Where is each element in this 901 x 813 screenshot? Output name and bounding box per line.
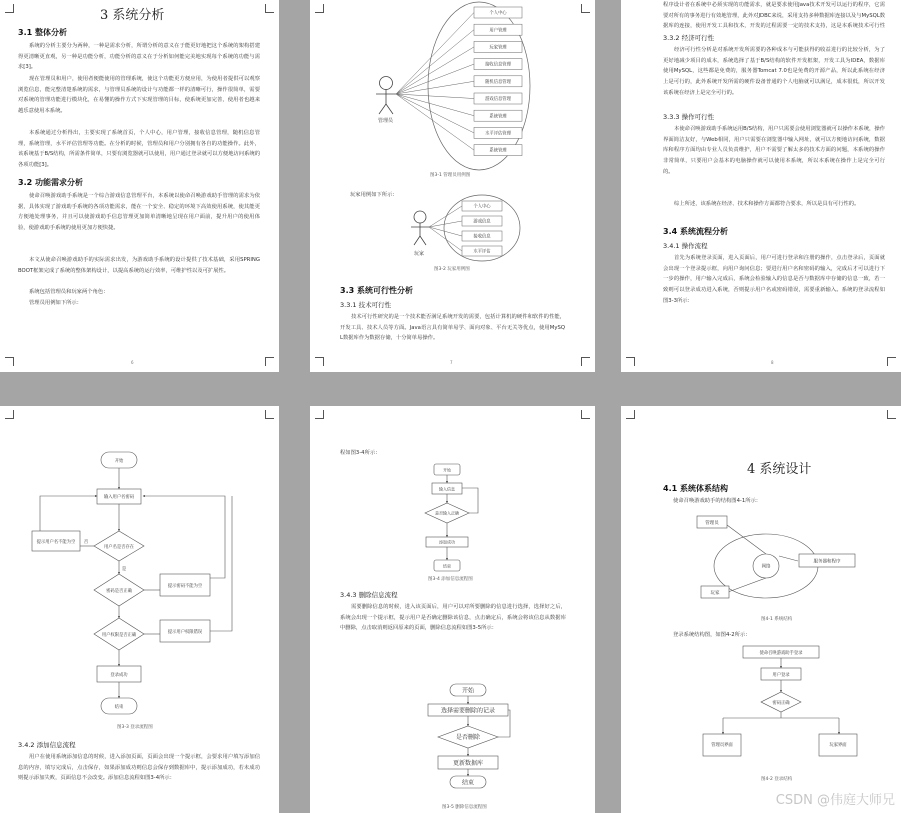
document-page-3 bbox=[621, 0, 901, 372]
use-case-link bbox=[396, 94, 474, 116]
document-page-2 bbox=[310, 0, 595, 372]
player-use-case-item-0: 个人中心 bbox=[473, 204, 491, 210]
body-paragraph: 本系统通过分析得出，主要实现了系统首页，个人中心，用户管理，接收信息管理，随机信息管理，系统管理，水平评估管理等功能。在分析的时候，管理员和用户分别拥有各自的功能操作。此外，该系统基于B/S结构，所需条件简单，只要有浏览器就可以使用，用户通过登录就可以方便地访问系统的各项功能[3]。 bbox=[18, 130, 260, 169]
arch-label-network: 网络 bbox=[761, 564, 771, 570]
login-label-system: 使命召唤游戏助手登录 bbox=[759, 651, 803, 656]
player-use-case-item-2: 接收信息 bbox=[473, 234, 491, 240]
actor-label-player: 玩家 bbox=[414, 251, 425, 257]
flow-label-ok: 登录成功 bbox=[110, 673, 128, 678]
page-number: 7 bbox=[450, 360, 453, 365]
document-page-5 bbox=[310, 406, 595, 813]
page-number: 8 bbox=[771, 360, 774, 365]
body-paragraph: 需要删除信息的时候，进入该页面后，用户可以对所要删除的信息进行选择，选择好之后，系统会出现一个提示框，提示用户是否确定删除该信息，点击确定后，系统会将该信息从数据库中删除，点击取消则返回原来的页面，删除信息流程如图3-5所示： bbox=[340, 604, 566, 632]
login-label-user: 用户登录 bbox=[772, 673, 790, 678]
body-paragraph: 首先为系统登录页面，进入页面后，用户可进行登录和注册的操作，点击登录后，页面就会出现一个登录提示框，向用户询问信息；要进行用户名和密码的输入，完成后才可以进行下一步的操作，用户输入完成后，系统会检验输入的信息是否与数据库中存储的信息一致，若一致则可以登录成功进入系统，否则提示用户名或密码错误，需要重新输入。系统的登录流程如图3-3所示： bbox=[663, 255, 885, 304]
use-case-link bbox=[396, 47, 474, 94]
admin-use-case-diagram bbox=[310, 0, 595, 175]
admin-use-case-item-4: 随机信息管理 bbox=[485, 79, 511, 85]
add-info-flowchart bbox=[310, 406, 595, 586]
flow-label-e2: 提示密码不能为空 bbox=[167, 584, 203, 589]
chapter-title: 4 系统设计 bbox=[747, 462, 812, 477]
figure-caption: 图4-2 登录结构 bbox=[761, 777, 793, 782]
body-paragraph: 本使命召唤游戏助手系统运用B/S结构，用户只需要会使用浏览器就可以操作本系统，操作界面简洁友好，与Web相同，用户只需要在浏览器中输入网址，就可以方便地访问系统，数据库和程序方面均由专业人员负责维护，用户不需要了解太多的技术方面的问题，本系统的操作非常简单，只要用户会基本的电脑操作就可以使用本系统，所以本系统在操作上是完全可行的。 bbox=[663, 126, 885, 175]
flow-label-end: 结束 bbox=[114, 705, 124, 710]
subsection-heading: 3.3.2 经济可行性 bbox=[663, 34, 715, 42]
section-heading: 3.2 功能需求分析 bbox=[18, 178, 83, 187]
admin-use-case-item-7: 水平评估管理 bbox=[485, 131, 511, 137]
subsection-heading: 3.4.2 添加信息流程 bbox=[18, 741, 76, 749]
login-flowchart bbox=[0, 406, 279, 726]
delete-info-flowchart bbox=[310, 676, 595, 806]
figure-caption: 图3-5 删除信息流程图 bbox=[442, 805, 487, 810]
body-paragraph: 使命召唤游戏助手系统是一个综合游戏信息管理平台，本系统以使命召唤游戏助手管理的需求为依据，具体实现了游戏助手系统的各项功能需求，能在一个安全、稳定的环境下高效使用系统，使其能更方便地处理事务，并且可以使游戏助手信息管理更加简单清晰地呈现在用户面前，提升用户的使用体验，使游戏助手系统的使用更加方便快捷。 bbox=[18, 193, 260, 232]
document-page-4 bbox=[0, 406, 279, 813]
body-paragraph: 登录系统结构图，如图4-2所示： bbox=[673, 632, 751, 638]
flow-label-start: 开始 bbox=[461, 687, 475, 695]
use-case-link bbox=[429, 227, 462, 251]
flow-label-e3: 提示用户权限错误 bbox=[167, 630, 203, 635]
player-use-case-diagram bbox=[310, 195, 595, 265]
subsection-heading: 3.4.3 删除信息流程 bbox=[340, 591, 398, 599]
admin-use-case-item-3: 接收信息管理 bbox=[485, 62, 511, 68]
admin-use-case-item-0: 个人中心 bbox=[489, 11, 507, 17]
flow-label-end: 结束 bbox=[461, 779, 475, 787]
flow-label-select: 选择需要删除的记录 bbox=[440, 707, 496, 715]
system-architecture-diagram bbox=[621, 406, 901, 616]
admin-use-case-item-2: 玩家管理 bbox=[489, 45, 507, 51]
body-paragraph: 玩家用例如下所示： bbox=[350, 192, 398, 198]
document-page-1 bbox=[0, 0, 279, 372]
figure-caption: 图3-4 添加信息流程图 bbox=[428, 577, 473, 582]
flow-label-input: 输入信息 bbox=[439, 486, 455, 492]
use-case-link bbox=[396, 94, 474, 133]
body-paragraph: 使命召唤游戏助手的结构图4-1所示： bbox=[673, 498, 762, 504]
crop-mark bbox=[315, 357, 324, 366]
login-structure-diagram bbox=[621, 636, 901, 786]
section-heading: 3.1 整体分析 bbox=[18, 28, 67, 37]
use-case-link bbox=[396, 64, 474, 94]
admin-use-case-item-8: 系统管理 bbox=[489, 148, 507, 154]
flow-label-end: 结束 bbox=[443, 563, 451, 569]
login-label-admin: 管理员界面 bbox=[711, 743, 733, 748]
figure-caption: 图4-1 系统结构 bbox=[761, 617, 793, 622]
flow-label-e1: 提示用户名不能为空 bbox=[36, 540, 76, 545]
flow-label-check: 是否输入正确 bbox=[435, 510, 459, 516]
body-paragraph: 程如图3-4所示： bbox=[340, 450, 381, 456]
flow-label-start: 开始 bbox=[443, 467, 451, 473]
body-paragraph: 系统的分析主要分为两种，一种是需求分析，所谓分析的意义在于能更好地把这个系统的架构搭建得更清晰更直观，另一种是功能分析，功能分析的意义在于分析如何能完美地实现每个系统的功能与需求[3]。 bbox=[18, 43, 260, 71]
use-case-link bbox=[396, 13, 474, 95]
flow-yes-label: 是 bbox=[121, 567, 127, 572]
watermark: CSDN @伟庭大师兄 bbox=[775, 793, 895, 808]
use-case-link bbox=[396, 81, 474, 94]
crop-mark bbox=[265, 357, 274, 366]
crop-mark bbox=[5, 357, 14, 366]
flow-label-d1: 用户名是否存在 bbox=[103, 545, 135, 550]
figure-caption: 图3-2 玩家用例图 bbox=[434, 267, 470, 272]
body-paragraph: 技术可行性研究的是一个技术能否满足系统开发的需要，包括计算机的硬件和软件的性能，开发工具、技术人员等方面。Java语言具有简单易学、面向对象、平台无关等优点，使用MySQL数据库作为数据存储，十分简单易操作。 bbox=[340, 314, 565, 342]
body-paragraph: 用户在使用系统添加信息的时候，进入添加页面，页面会出现一个提示框，会要求用户填写添加信息的内容，填写完成后，点击保存，如果添加成功则信息会保存到数据库中，提示添加成功，若未成功则提示添加失败，页面信息不会改变。添加信息流程如图3-4所示： bbox=[18, 754, 260, 782]
body-paragraph: 本文从使命召唤游戏助手的实际需求出发，为游戏助手系统的设计提供了技术基础，采用SPRING BOOT框架完成了系统的整体架构设计，以提高系统的运行效率，可维护性以及可扩展性。 bbox=[18, 257, 260, 274]
player-use-case-item-1: 游戏信息 bbox=[473, 219, 491, 225]
flow-label-d3: 用户权限是否正确 bbox=[101, 633, 137, 638]
page-number: 6 bbox=[131, 360, 134, 365]
flow-label-update: 更新数据库 bbox=[452, 760, 484, 767]
body-paragraph: 综上所述，该系统在经济、技术和操作方面都符合要求，所以是具有可行性的。 bbox=[674, 201, 860, 207]
subsection-heading: 3.3.3 操作可行性 bbox=[663, 113, 715, 121]
admin-use-case-item-5: 游戏信息管理 bbox=[485, 97, 511, 103]
player-use-case-item-3: 水平评估 bbox=[473, 249, 491, 255]
subsection-heading: 3.4.1 操作流程 bbox=[663, 242, 708, 250]
admin-use-case-item-6: 系统管理 bbox=[489, 114, 507, 120]
figure-caption: 图3-1 管理员用例图 bbox=[430, 173, 471, 178]
crop-mark bbox=[5, 4, 14, 13]
body-paragraph: 现在管理员和用户，使用者便能使用的管理系统，使这个功能更方便应用，为使用者提供可以观察浏览信息，能完整清楚系统的需求，与管理员系统的设计与功能都一样的清晰可行，操作很简单，需要对系统的管理功能进行模块化，在易懂的操作方式下实现管理的目标，使系统更加完善，使用者也越来越乐意使用本系统。 bbox=[18, 76, 260, 115]
crop-mark bbox=[887, 357, 896, 366]
crop-mark bbox=[626, 357, 635, 366]
subsection-heading: 3.3.1 技术可行性 bbox=[340, 301, 392, 309]
section-heading: 3.4 系统流程分析 bbox=[663, 227, 728, 236]
crop-mark bbox=[581, 357, 590, 366]
admin-use-case-item-1: 用户管理 bbox=[489, 28, 507, 34]
use-case-link bbox=[396, 30, 474, 94]
body-paragraph: 管理员用例如下所示： bbox=[29, 300, 82, 306]
flow-label-input: 输入用户名密码 bbox=[103, 495, 135, 500]
login-label-check: 密码正确 bbox=[772, 701, 790, 706]
arch-label-server: 服务器和程序 bbox=[813, 559, 841, 565]
body-paragraph: 经济可行性分析是对系统开发所需要的各种成本与可能获得的收益进行的比较分析，为了更好地减少项目的成本，系统选择了基于B/S结构的软件开发框架，开发工具为IDEA，数据库使用MySQL，这些都是免费的，服务器Tomcat 7.0也是免费的开源产品，所以此系统在经济上是可行的，此外系统开发所需的硬件设备普通的个人电脑就可以满足，成本很低，所以开发该系统在经济上是完全可行的。 bbox=[663, 47, 885, 96]
body-paragraph: 系统包括管理员和玩家两个角色： bbox=[29, 289, 109, 295]
actor-figure bbox=[411, 211, 429, 245]
section-heading: 4.1 系统体系结构 bbox=[663, 484, 728, 493]
figure-caption: 图3-3 登录流程图 bbox=[117, 725, 153, 730]
document-page-6 bbox=[621, 406, 901, 813]
use-case-link bbox=[396, 94, 474, 150]
actor-label-admin: 管理员 bbox=[378, 118, 394, 124]
section-heading: 3.3 系统可行性分析 bbox=[340, 286, 413, 295]
use-case-link bbox=[429, 227, 462, 236]
body-paragraph: 程序设计者在系统中必须实现的功能需求，就是要求使用Java技术开发可以运行的程序，它需要对所有的事务进行有效地管理，此外对JDBC来说，采用支持多种数据库连接以及与MySQL数据库的连接，使用开发工具和技术，开发的过程需要一定的技术支持，这是本系统技术可行性 bbox=[663, 2, 885, 30]
flow-label-start: 开始 bbox=[114, 459, 124, 464]
actor-figure bbox=[376, 77, 396, 115]
login-label-player: 玩家界面 bbox=[829, 743, 847, 748]
flow-label-confirm: 是否删除 bbox=[455, 734, 481, 741]
flow-label-d2: 密码是否正确 bbox=[106, 589, 132, 594]
flow-label-save: 添加成功 bbox=[439, 539, 455, 545]
arch-label-admin: 管理员 bbox=[705, 521, 719, 526]
crop-mark bbox=[265, 4, 274, 13]
flow-no-label: 否 bbox=[83, 540, 89, 545]
use-case-link bbox=[396, 94, 474, 99]
chapter-title: 3 系统分析 bbox=[100, 8, 165, 23]
arch-label-player: 玩家 bbox=[710, 591, 720, 596]
